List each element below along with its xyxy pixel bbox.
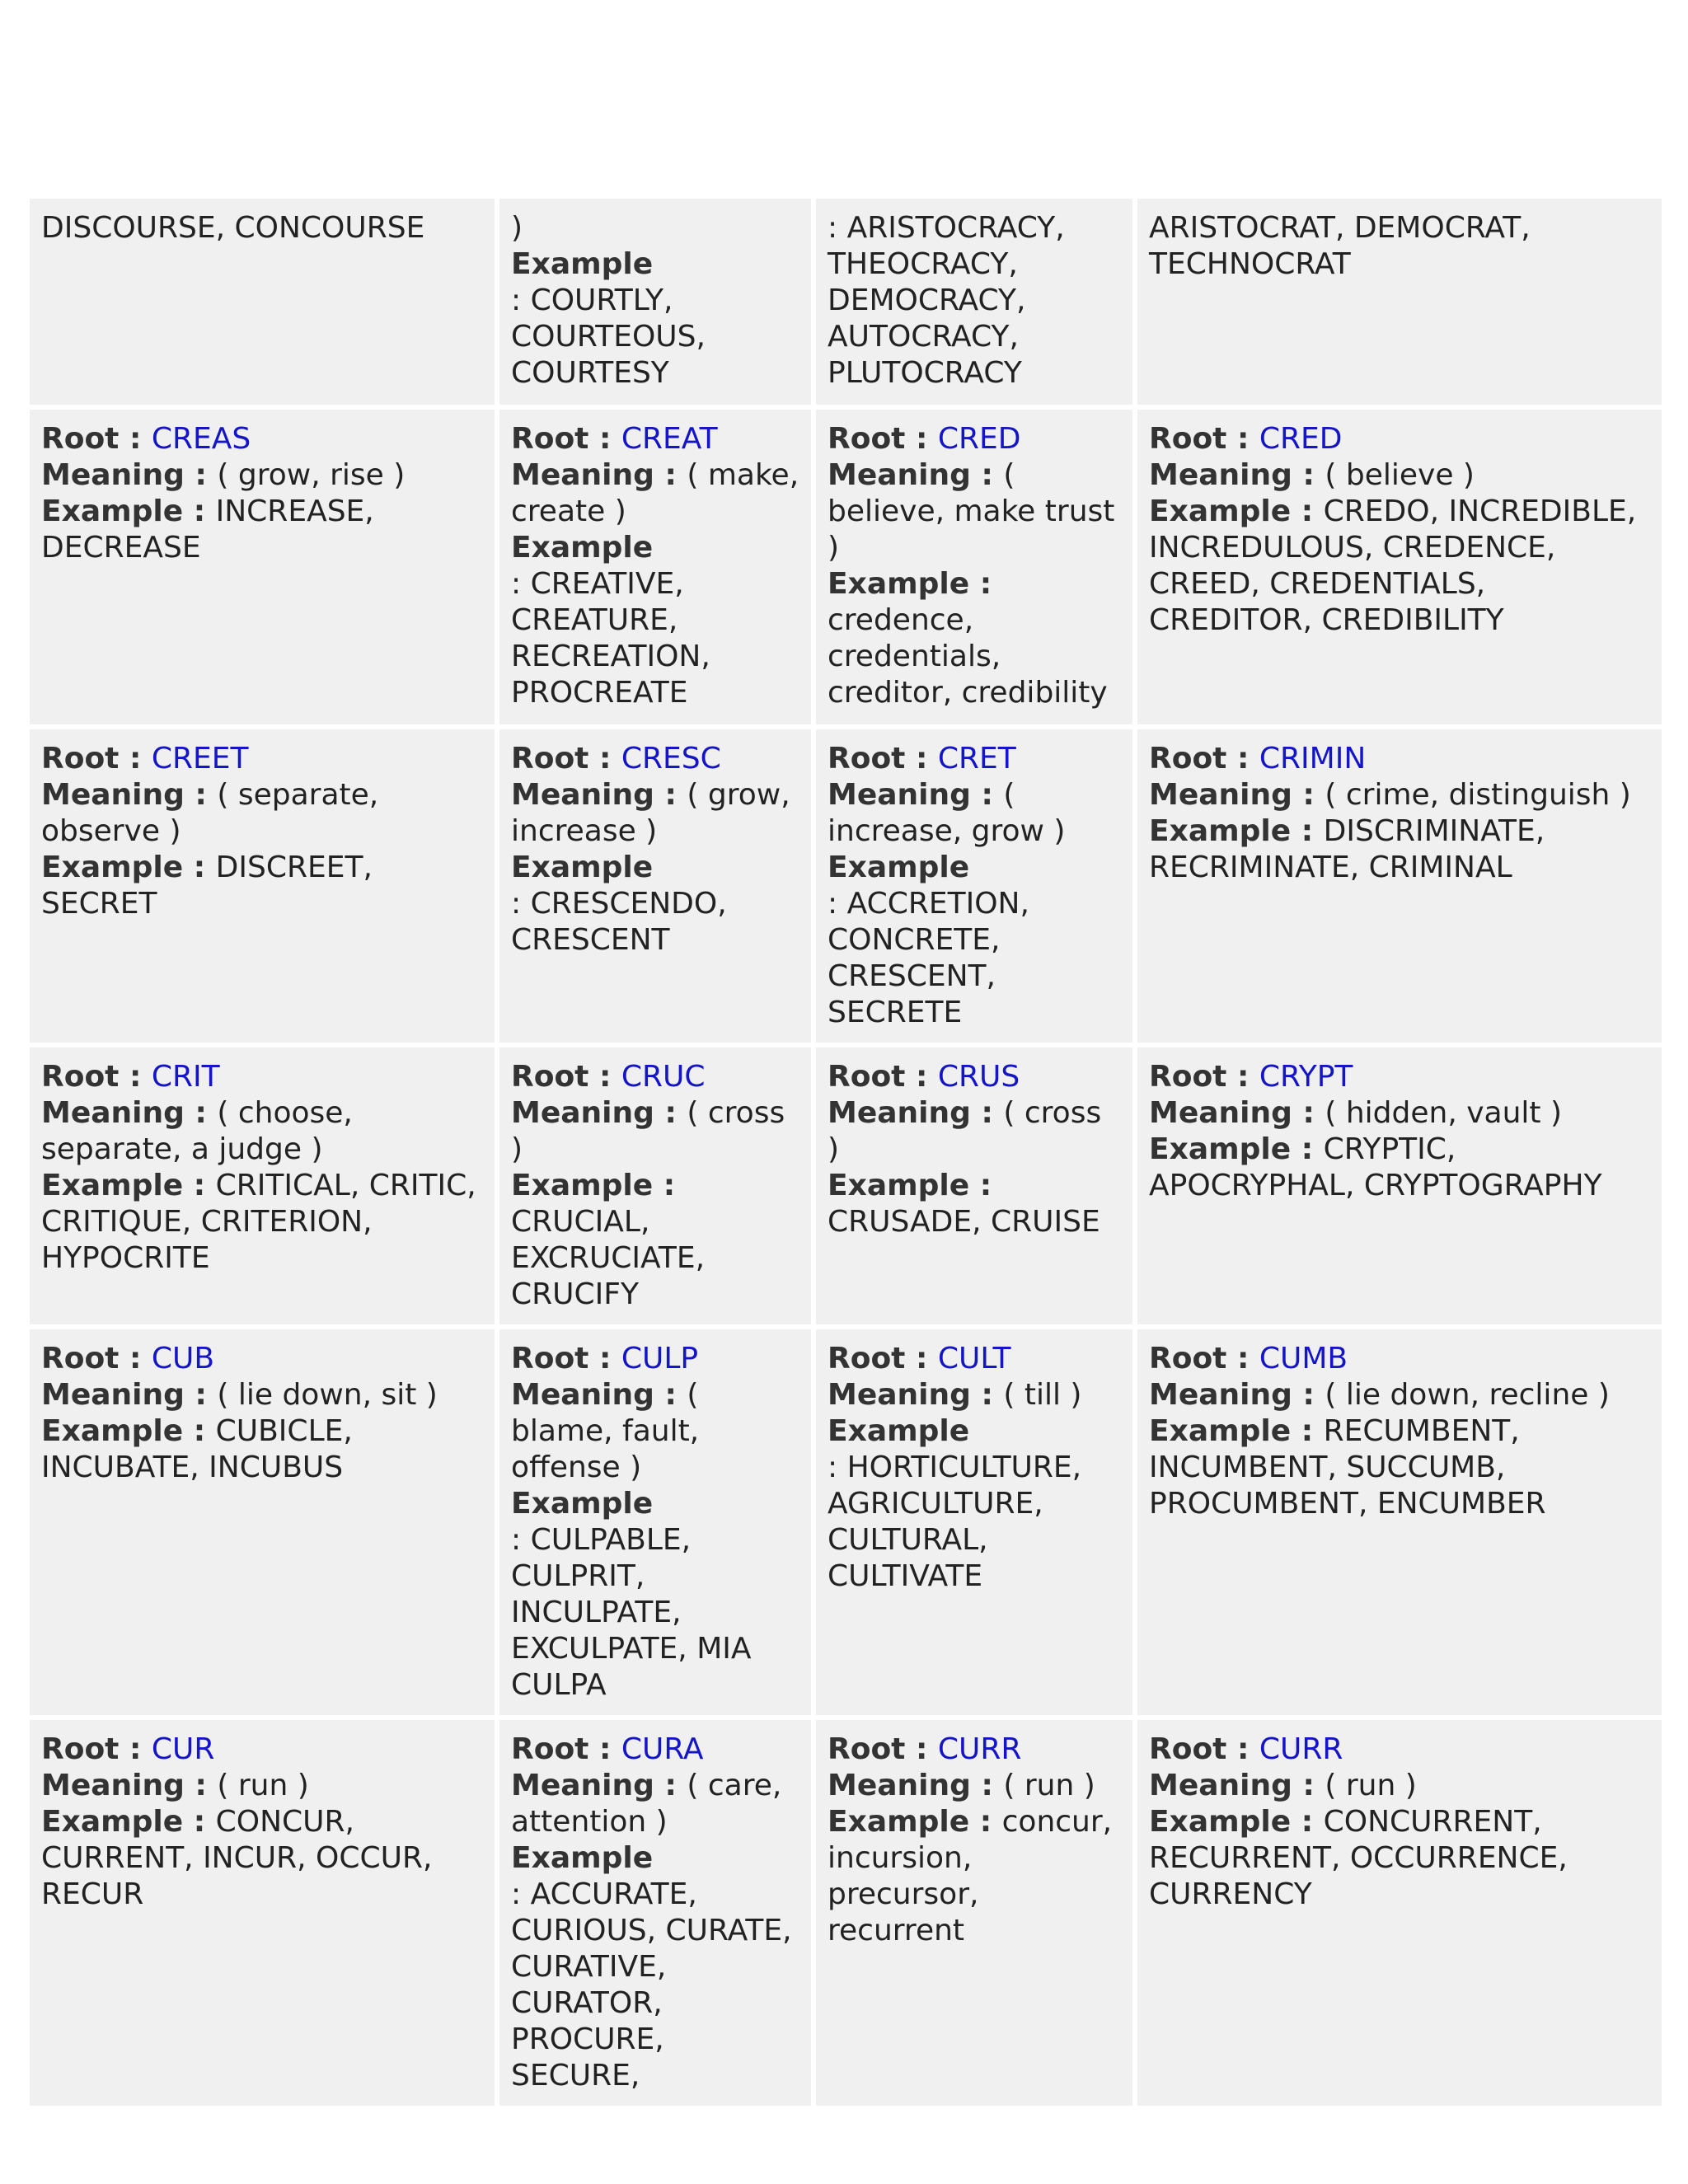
root-label: Root	[41, 742, 120, 776]
example-text: : ACCRETION, CONCRETE, CRESCENT, SECRETE	[828, 887, 1029, 1029]
example-line	[511, 530, 799, 711]
separator: :	[183, 494, 216, 528]
example-line	[41, 1168, 483, 1277]
example-label: Example	[828, 1414, 970, 1448]
separator: :	[905, 422, 938, 456]
root-line	[828, 741, 1121, 777]
meaning-line	[511, 1768, 799, 1840]
example-line	[511, 1168, 799, 1313]
separator: :	[654, 1096, 687, 1130]
separator: :	[183, 1169, 216, 1202]
table-cell	[499, 729, 811, 1043]
separator: :	[1292, 1769, 1325, 1802]
separator: :	[905, 742, 938, 776]
table-cell	[30, 1720, 495, 2106]
example-text: : HORTICULTURE, AGRICULTURE, CULTURAL, CULTIVATE	[828, 1451, 1082, 1593]
table-cell	[816, 1047, 1132, 1324]
table-cell	[1137, 410, 1662, 724]
separator: :	[184, 1378, 218, 1412]
root-label: Root	[1149, 1732, 1227, 1766]
root-label: Root	[41, 1060, 120, 1094]
meaning-text: ( separate, observe )	[41, 778, 379, 848]
example-line	[828, 566, 1121, 711]
table-row	[30, 729, 1662, 1043]
root-word: CUB	[151, 1342, 215, 1376]
separator: :	[588, 422, 621, 456]
example-line	[1149, 1804, 1650, 1913]
meaning-label: Meaning	[41, 778, 185, 812]
example-line	[41, 1804, 483, 1913]
separator: :	[654, 778, 687, 812]
meaning-line	[511, 457, 799, 530]
meaning-text: ( make, create )	[511, 458, 799, 528]
root-label: Root	[511, 1060, 589, 1094]
example-text: DISCRIMINATE, RECRIMINATE, CRIMINAL	[1149, 814, 1545, 884]
table-cell	[816, 199, 1132, 405]
root-label: Root	[1149, 1342, 1227, 1376]
separator: :	[653, 1169, 676, 1202]
separator: :	[1226, 1060, 1259, 1094]
meaning-label: Meaning	[511, 1378, 654, 1412]
root-line	[828, 421, 1121, 457]
example-line	[1149, 1413, 1650, 1522]
root-line	[1149, 741, 1650, 777]
meaning-line	[828, 1377, 1121, 1413]
root-label: Root	[1149, 1060, 1227, 1094]
meaning-line	[41, 1768, 483, 1804]
meaning-line	[1149, 1768, 1650, 1804]
example-text: CREDO, INCREDIBLE, INCREDULOUS, CREDENCE, CREED, CREDENTIALS, CREDITOR, CREDIBILITY	[1149, 494, 1637, 637]
meaning-line	[511, 1377, 799, 1486]
separator: :	[119, 742, 152, 776]
example-text: ARISTOCRAT, DEMOCRAT, TECHNOCRAT	[1149, 211, 1531, 281]
table-cell	[30, 1047, 495, 1324]
root-word: CUR	[151, 1732, 215, 1766]
meaning-line	[41, 1095, 483, 1168]
meaning-label: Meaning	[511, 1096, 654, 1130]
separator: :	[119, 422, 152, 456]
root-word: CURA	[621, 1732, 704, 1766]
example-label: Example	[41, 494, 184, 528]
example-label: Example	[41, 1414, 184, 1448]
separator: :	[654, 458, 687, 492]
root-word: CRUC	[621, 1060, 706, 1094]
root-word: CRED	[1259, 422, 1343, 456]
example-line	[511, 850, 799, 958]
meaning-line	[1149, 1095, 1650, 1132]
table-cell	[1137, 729, 1662, 1043]
example-text: concur, incursion, precursor, recurrent	[828, 1805, 1113, 1947]
example-label: Example	[41, 1805, 184, 1839]
root-line	[1149, 1732, 1650, 1768]
meaning-line	[1149, 777, 1650, 813]
root-word: CRYPT	[1259, 1060, 1353, 1094]
example-text: CONCURRENT, RECURRENT, OCCURRENCE, CURRENCY	[1149, 1805, 1568, 1911]
root-label: Root	[828, 1732, 906, 1766]
example-text: CONCUR, CURRENT, INCUR, OCCUR, RECUR	[41, 1805, 433, 1911]
separator: :	[184, 1769, 218, 1802]
root-word: CRET	[937, 742, 1016, 776]
separator: :	[183, 1805, 216, 1839]
table-cell	[499, 1047, 811, 1324]
meaning-label: Meaning	[511, 778, 654, 812]
example-text: : ACCURATE, CURIOUS, CURATE, CURATIVE, CURATOR, PROCURE, SECURE,	[511, 1877, 792, 2093]
table-cell	[30, 1329, 495, 1715]
separator: :	[654, 1769, 687, 1802]
example-text: : COURTLY, COURTEOUS, COURTESY	[511, 284, 706, 390]
table-row	[30, 1329, 1662, 1715]
meaning-text: ( lie down, sit )	[217, 1378, 438, 1412]
example-label: Example	[511, 531, 654, 565]
word-roots-table	[25, 194, 1667, 2111]
separator: :	[970, 1378, 1004, 1412]
example-line	[828, 1804, 1121, 1949]
meaning-label: Meaning	[1149, 778, 1292, 812]
table-cell	[499, 410, 811, 724]
example-line	[41, 494, 483, 566]
example-line	[511, 1840, 799, 2094]
root-label: Root	[828, 1342, 906, 1376]
root-word: CULT	[937, 1342, 1011, 1376]
root-label: Root	[511, 422, 589, 456]
root-line	[511, 421, 799, 457]
example-text: INCREASE, DECREASE	[41, 494, 374, 565]
separator: :	[588, 1342, 621, 1376]
example-line	[828, 1413, 1121, 1595]
example-line	[828, 850, 1121, 1031]
meaning-label: Meaning	[1149, 1378, 1292, 1412]
meaning-label: Meaning	[828, 458, 971, 492]
separator: :	[119, 1060, 152, 1094]
separator: :	[970, 1096, 1004, 1130]
separator: :	[1226, 1342, 1259, 1376]
example-label: Example	[511, 1169, 654, 1202]
table-cell	[499, 1329, 811, 1715]
root-word: CURR	[1259, 1732, 1343, 1766]
example-text: RECUMBENT, INCUMBENT, SUCCUMB, PROCUMBENT, ENCUMBER	[1149, 1414, 1546, 1521]
root-line	[511, 1341, 799, 1377]
root-line	[828, 1341, 1121, 1377]
separator: :	[1292, 1378, 1325, 1412]
meaning-line	[828, 457, 1121, 566]
root-word: CRED	[937, 422, 1021, 456]
separator: :	[184, 778, 218, 812]
meaning-label: Meaning	[828, 1096, 971, 1130]
separator: :	[1226, 742, 1259, 776]
separator: :	[969, 567, 992, 601]
separator: :	[184, 1096, 218, 1130]
root-label: Root	[511, 742, 589, 776]
root-line	[511, 1732, 799, 1768]
meaning-text: ( blame, fault, offense )	[511, 1378, 700, 1484]
example-text: CRUSADE, CRUISE	[828, 1205, 1100, 1239]
meaning-text: ( lie down, recline )	[1325, 1378, 1610, 1412]
table-cell	[816, 1329, 1132, 1715]
root-label: Root	[41, 1732, 120, 1766]
root-label: Root	[41, 422, 120, 456]
separator: :	[970, 778, 1004, 812]
table-cell	[1137, 1329, 1662, 1715]
example-text: : ARISTOCRACY, THEOCRACY, DEMOCRACY, AUTOCRACY, PLUTOCRACY	[828, 211, 1065, 390]
example-text: DISCREET, SECRET	[41, 851, 373, 921]
separator: :	[1226, 422, 1259, 456]
root-label: Root	[828, 422, 906, 456]
table-row	[30, 199, 1662, 405]
example-line	[1149, 494, 1650, 639]
table-cell	[30, 199, 495, 405]
meaning-line	[1149, 1377, 1650, 1413]
root-line	[41, 1059, 483, 1095]
root-line	[41, 1732, 483, 1768]
table-cell	[30, 729, 495, 1043]
separator: :	[969, 1169, 992, 1202]
meaning-label: Meaning	[828, 1769, 971, 1802]
example-label: Example	[828, 1805, 970, 1839]
example-label: Example	[511, 851, 654, 884]
example-text: : CRESCENDO, CRESCENT	[511, 887, 727, 957]
example-text: CRUCIAL, EXCRUCIATE, CRUCIFY	[511, 1205, 706, 1311]
example-label: Example	[1149, 494, 1292, 528]
root-word: CREAS	[151, 422, 251, 456]
separator: :	[970, 458, 1004, 492]
separator: :	[119, 1342, 152, 1376]
meaning-line	[828, 1768, 1121, 1804]
example-line	[41, 1413, 483, 1486]
separator: :	[588, 1060, 621, 1094]
meaning-text: ( grow, rise )	[217, 458, 406, 492]
root-word: CULP	[621, 1342, 699, 1376]
root-line	[828, 1059, 1121, 1095]
example-line	[41, 850, 483, 922]
meaning-line	[828, 777, 1121, 850]
example-line	[1149, 813, 1650, 886]
meaning-text: ( grow, increase )	[511, 778, 790, 848]
example-label: Example	[1149, 1805, 1292, 1839]
separator: :	[969, 1805, 1002, 1839]
paren-close: )	[511, 211, 523, 245]
separator: :	[183, 1414, 216, 1448]
example-text: credence, credentials, creditor, credibility	[828, 603, 1108, 710]
meaning-text: ( run )	[1325, 1769, 1417, 1802]
example-label: Example	[1149, 1132, 1292, 1166]
separator: :	[119, 1732, 152, 1766]
meaning-line	[511, 1095, 799, 1168]
example-text: CRITICAL, CRITIC, CRITIQUE, CRITERION, HYPOCRITE	[41, 1169, 476, 1275]
table-row	[30, 1047, 1662, 1324]
meaning-label: Meaning	[41, 458, 185, 492]
table-cell	[816, 729, 1132, 1043]
separator: :	[1291, 814, 1324, 848]
root-label: Root	[1149, 422, 1227, 456]
example-label: Example	[41, 851, 184, 884]
root-label: Root	[41, 1342, 120, 1376]
table-cell	[499, 1720, 811, 2106]
meaning-text: ( till )	[1003, 1378, 1082, 1412]
example-line	[511, 1486, 799, 1704]
example-line	[1149, 1132, 1650, 1204]
example-line	[828, 1168, 1121, 1240]
root-word: CRESC	[621, 742, 721, 776]
root-line	[41, 421, 483, 457]
example-text: DISCOURSE, CONCOURSE	[41, 211, 425, 245]
meaning-label: Meaning	[1149, 1096, 1292, 1130]
root-word: CREET	[151, 742, 249, 776]
table-cell	[499, 199, 811, 405]
separator: :	[588, 742, 621, 776]
meaning-text: ( cross )	[511, 1096, 785, 1166]
separator: :	[1291, 1132, 1324, 1166]
meaning-label: Meaning	[511, 1769, 654, 1802]
separator: :	[588, 1732, 621, 1766]
table-cell	[30, 410, 495, 724]
root-label: Root	[828, 742, 906, 776]
example-label: Example	[41, 1169, 184, 1202]
root-word: CREAT	[621, 422, 718, 456]
root-word: CRIT	[151, 1060, 220, 1094]
root-word: CUMB	[1259, 1342, 1348, 1376]
table-cell	[816, 1720, 1132, 2106]
root-word: CURR	[937, 1732, 1022, 1766]
root-line	[511, 741, 799, 777]
table-row	[30, 410, 1662, 724]
separator: :	[1292, 1096, 1325, 1130]
separator: :	[1291, 1805, 1324, 1839]
example-label: Example	[511, 247, 654, 281]
example-label: Example	[511, 1841, 654, 1875]
root-line	[828, 1732, 1121, 1768]
root-line	[511, 1059, 799, 1095]
root-label: Root	[1149, 742, 1227, 776]
meaning-text: ( run )	[217, 1769, 309, 1802]
meaning-text: ( cross )	[828, 1096, 1102, 1166]
example-label: Example	[828, 1169, 970, 1202]
separator: :	[1226, 1732, 1259, 1766]
meaning-text: ( crime, distinguish )	[1325, 778, 1631, 812]
meaning-label: Meaning	[41, 1769, 185, 1802]
root-word: CRIMIN	[1259, 742, 1367, 776]
meaning-label: Meaning	[1149, 1769, 1292, 1802]
example-label: Example	[1149, 1414, 1292, 1448]
separator: :	[905, 1342, 938, 1376]
root-label: Root	[828, 1060, 906, 1094]
meaning-text: ( run )	[1003, 1769, 1095, 1802]
separator: :	[1291, 494, 1324, 528]
table-cell	[1137, 199, 1662, 405]
meaning-text: ( care, attention )	[511, 1769, 782, 1839]
root-word: CRUS	[937, 1060, 1020, 1094]
table-cell	[1137, 1047, 1662, 1324]
example-label: Example	[828, 567, 970, 601]
root-line	[1149, 1059, 1650, 1095]
meaning-line	[41, 457, 483, 494]
example-text: : CULPABLE, CULPRIT, INCULPATE, EXCULPATE, MIA CULPA	[511, 1523, 752, 1702]
root-line	[41, 741, 483, 777]
meaning-label: Meaning	[1149, 458, 1292, 492]
example-text: : CREATIVE, CREATURE, RECREATION, PROCREATE	[511, 567, 710, 710]
root-line	[41, 1341, 483, 1377]
meaning-text: ( believe )	[1325, 458, 1475, 492]
meaning-text: ( believe, make trust )	[828, 458, 1115, 565]
meaning-line	[511, 777, 799, 850]
table-row	[30, 1720, 1662, 2106]
example-text: CRYPTIC, APOCRYPHAL, CRYPTOGRAPHY	[1149, 1132, 1602, 1202]
meaning-label: Meaning	[511, 458, 654, 492]
separator: :	[1292, 458, 1325, 492]
separator: :	[1291, 1414, 1324, 1448]
meaning-label: Meaning	[41, 1378, 185, 1412]
meaning-line	[1149, 457, 1650, 494]
example-label: Example	[511, 1487, 654, 1521]
meaning-text: ( choose, separate, a judge )	[41, 1096, 353, 1166]
meaning-label: Meaning	[41, 1096, 185, 1130]
root-label: Root	[511, 1342, 589, 1376]
example-label: Example	[1149, 814, 1292, 848]
separator: :	[1292, 778, 1325, 812]
table-cell	[1137, 1720, 1662, 2106]
meaning-label: Meaning	[828, 1378, 971, 1412]
example-label: Example	[828, 851, 970, 884]
separator: :	[970, 1769, 1004, 1802]
meaning-text: ( increase, grow )	[828, 778, 1066, 848]
root-line	[1149, 421, 1650, 457]
meaning-text: ( hidden, vault )	[1325, 1096, 1563, 1130]
meaning-line	[41, 1377, 483, 1413]
separator: :	[183, 851, 216, 884]
meaning-line	[828, 1095, 1121, 1168]
meaning-label: Meaning	[828, 778, 971, 812]
root-label: Root	[511, 1732, 589, 1766]
separator: :	[905, 1060, 938, 1094]
root-line	[1149, 1341, 1650, 1377]
example-text: CUBICLE, INCUBATE, INCUBUS	[41, 1414, 353, 1484]
separator: :	[654, 1378, 687, 1412]
separator: :	[905, 1732, 938, 1766]
table-cell	[816, 410, 1132, 724]
meaning-line	[41, 777, 483, 850]
separator: :	[184, 458, 218, 492]
